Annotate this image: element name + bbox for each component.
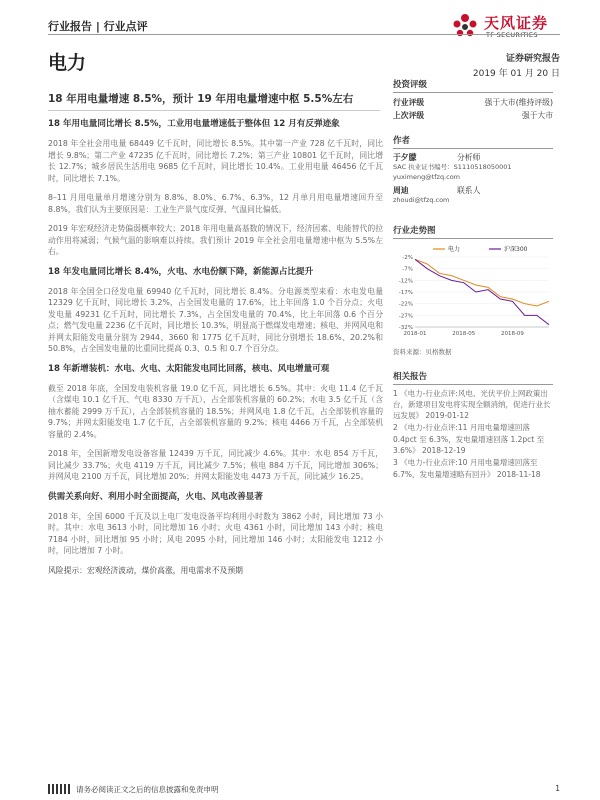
sidebar [393, 78, 553, 481]
y-tick-label: -2% [402, 254, 413, 261]
y-tick-label: -17% [398, 289, 413, 296]
rating-heading: 投资评级 [393, 78, 553, 93]
y-tick-label: -7% [402, 266, 413, 273]
paragraph: 2018 年全国全口径发电量 69940 亿千瓦时，同比增长 8.4%。分电源类型来看：水电发电量 12329 亿千瓦时，同比增长 3.2%，占全国发电量的 17.6%，比上年回落 1.0 个百分点；火电发电量 49231 亿千瓦时，同比增长 7.3%，占全国发电量的 70.4%，比上年回落 0.6 个百分点；燃气发电量 2236 亿千瓦时，同比增长 10.3%，明显高于燃煤发电增速；核电、并网风电和并网太阳能发电量分别为 2944、3660 和 1775 亿千瓦时，同比分别增长 18.6%、20.2%和 50.8%，占全国发电量的比重同比提高 0.3、0.5 和 0.7 个百分点。 [48, 286, 383, 353]
chart-source: 资料来源：贝格数据 [393, 347, 452, 356]
paragraph: 2018 年，全国新增发电设备容量 12439 万千瓦，同比减少 4.6%。其中：水电 854 万千瓦，同比减少 33.7%；火电 4119 万千瓦，同比减少 7.5%；核电 884 万千瓦，同比增加 306%；并网风电 2100 万千瓦，同比增加 20%；并网太阳能发电 4473 万千瓦，同比减少 16.25。 [48, 449, 383, 481]
main-content [48, 118, 383, 584]
headline: 18 年用电量增速 8.5%，预计 19 年用电量增速中枢 5.5%左右 [48, 93, 354, 105]
author-row [393, 185, 553, 196]
paragraph: 2018 年，全国 6000 千瓦及以上电厂发电设备平均利用小时数为 3862 小时，同比增加 73 小时。其中：水电 3613 小时，同比增加 16 小时；火电 4361 小时，同比增加 143 小时；核电 7184 小时，同比增加 95 小时；风电 2095 小时，同比增加 146 小时；太阳能发电 1212 小时，同比增加 7 小时。 [48, 511, 383, 555]
y-tick-label: -27% [398, 312, 413, 319]
author-cert: SAC 执业证书编号：S1110518050001 [393, 163, 512, 171]
legend-label: 沪深300 [504, 245, 528, 253]
prev-rating-row [393, 109, 553, 122]
footer [48, 784, 560, 796]
section-title: 供需关系向好、利用小时全面提高，火电、风电改善显著 [48, 491, 263, 502]
series-line [415, 259, 549, 306]
brand-name: 天风证券 [484, 14, 549, 32]
report-date: 2019 年 01 月 20 日 [472, 69, 560, 79]
report-label: 证券研究报告 [505, 54, 560, 64]
report-type: 行业报告 | 行业点评 [48, 20, 148, 33]
author-block [393, 152, 553, 206]
paragraph: 2018 年全社会用电量 68449 亿千瓦时，同比增长 8.5%。其中第一产业 728 亿千瓦时，同比增长 9.8%；第二产业 47235 亿千瓦时，同比增长 7.2%；第三产业 10801 亿千瓦时，同比增长 12.7%；城乡居民生活用电 9685 亿千瓦时，同比增长 10.4%。工业用电量 46456 亿千瓦时，同比增长 7.1%。 [48, 139, 383, 183]
y-tick-label: -12% [398, 277, 413, 284]
industry-title: 电力 [48, 52, 87, 74]
qr-code-icon [48, 784, 70, 794]
brand-name-en: TF SECURITIES [486, 31, 538, 39]
author-heading: 作者 [393, 134, 553, 149]
paragraph: 2019 年宏观经济走势偏弱概率较大；2018 年用电量高基数的情况下，经济因素、电能替代的拉动作用将减弱；气候气温的影响难以持续。我们预计 2019 年全社会用电量增速中枢为 5.5%左右。 [48, 224, 383, 256]
paragraph: 截至 2018 年底，全国发电装机容量 19.0 亿千瓦，同比增长 6.5%。其中：火电 11.4 亿千瓦（含煤电 10.1 亿千瓦、气电 8330 万千瓦），占全部装机容量的 60.2%；水电 3.5 亿千瓦（含抽水蓄能 2999 万千瓦），占全部装机容量的 18.5%；并网风电 1.8 亿千瓦，占全部装机容量的 9.7%；并网太阳能发电 1.7 亿千瓦，占全部装机容量的 9.2%；核电 4466 万千瓦，占全部装机容量的 2.4%。 [48, 383, 383, 439]
trend-chart [393, 243, 553, 343]
y-tick-label: -22% [398, 301, 413, 308]
paragraph: 8–11 月用电量单月增速分别为 8.8%、8.0%、6.7%、6.3%，12 月单月用电量增速回升至 8.8%，我们认为主要原因是：工业生产景气度反弹、气温同比偏低。 [48, 193, 383, 214]
page-number: 1 [555, 784, 560, 793]
related-report-link[interactable]: 2 《电力-行业点评:11 月用电量增速回落 0.4pct 至 6.3%，发电量增速回落 1.2pct 至 3.6%》 2018-12-19 [393, 423, 545, 455]
brand-logo [450, 12, 560, 42]
author-name: 于夕朦 [393, 153, 417, 162]
chart-heading: 行业走势图 [393, 224, 553, 239]
rating-value: 强于大市(维持评级) [484, 98, 553, 107]
x-tick-label: 2018-09 [500, 330, 524, 337]
section-title: 18 年新增装机：水电、火电、太阳能发电同比回落，核电、风电增量可观 [48, 363, 330, 374]
headline-divider [48, 110, 380, 111]
related-heading: 相关报告 [393, 370, 553, 385]
risk-warning: 风险提示：宏观经济波动，煤价高涨，用电需求不及预期 [48, 565, 243, 575]
author-email[interactable]: zhoudi@tfzq.com [393, 196, 450, 204]
related-report-link[interactable]: 3 《电力-行业点评:10 月用电量增速回落至 6.7%，发电量增速略有回升》 2018-11-18 [393, 458, 541, 479]
rating-label: 行业评级 [393, 98, 425, 107]
section-title: 18 年用电量同比增长 8.5%，工业用电量增速低于整体但 12 月有反弹迹象 [48, 119, 340, 129]
prev-rating-value: 强于大市 [521, 111, 553, 120]
x-tick-label: 2018-01 [403, 330, 427, 337]
author-role: 分析师 [457, 153, 481, 162]
author-role: 联系人 [457, 186, 481, 195]
prev-rating-label: 上次评级 [393, 111, 425, 120]
brand-logo-icon [450, 12, 480, 42]
y-tick-label: -32% [398, 324, 413, 331]
author-email[interactable]: yuximeng@tfzq.com [393, 172, 461, 181]
rating-row [393, 96, 553, 109]
related-report-link[interactable]: 1 《电力-行业点评:风电、光伏平价上网政策出台，新建项目发电将实现全额消纳，促进行业长远发展》 2019-01-12 [393, 388, 551, 421]
trend-chart-svg [393, 243, 553, 343]
related-list [393, 388, 553, 480]
disclaimer-text: 请务必阅读正文之后的信息披露和免责申明 [76, 785, 219, 794]
section-title: 18 年发电量同比增长 8.4%，火电、水电份额下降，新能源占比提升 [48, 266, 314, 277]
x-tick-label: 2018-05 [452, 330, 476, 337]
legend-label: 电力 [448, 245, 461, 253]
header-divider [48, 34, 560, 35]
top-bar [48, 12, 560, 42]
author-name: 周迪 [393, 186, 409, 195]
author-row [393, 152, 553, 163]
